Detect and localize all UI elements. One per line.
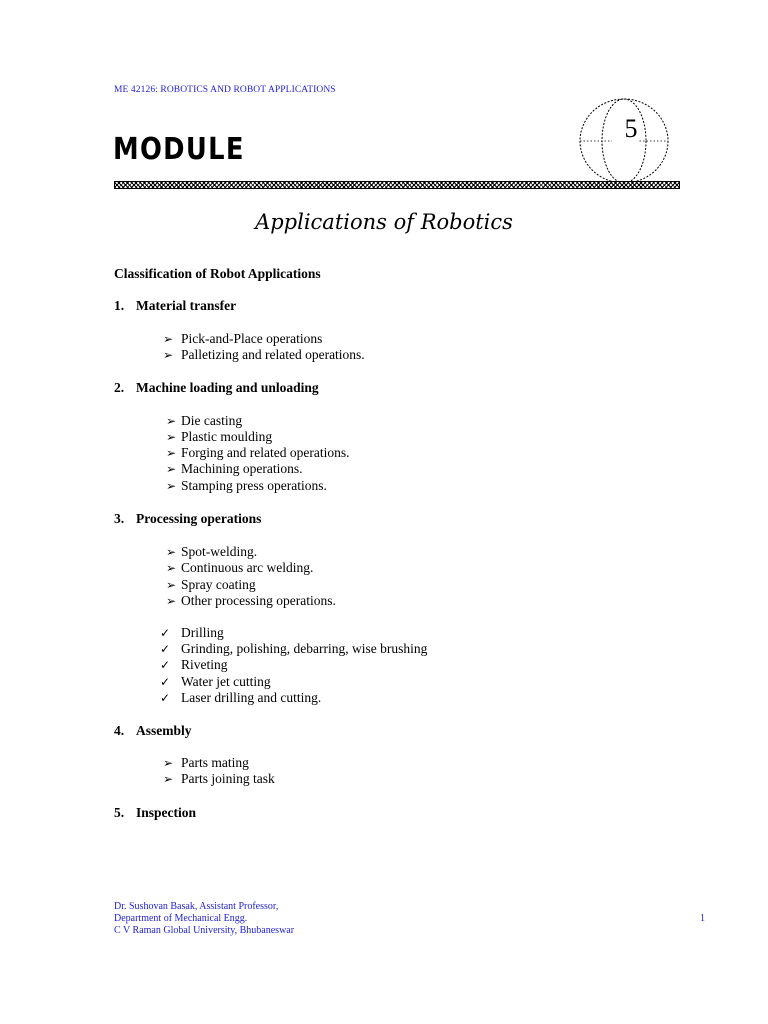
arrow-bullet-icon: ➢ [166,545,177,559]
arrow-bullet-icon: ➢ [166,430,177,444]
list-item [166,461,302,477]
decorative-divider [114,181,680,189]
check-icon: ✓ [160,642,171,656]
footer-line: Department of Mechanical Engg. [114,913,248,924]
list-item-text: Plastic moulding [181,429,273,444]
section-title: Material transfer [136,298,237,313]
section-number: 4. [114,723,125,738]
list-item-text: Pick-and-Place operations [181,331,323,346]
list-item [166,413,242,429]
check-icon: ✓ [160,675,171,689]
list-item-text: Parts mating [181,755,249,770]
list-item-text: Machining operations. [181,461,303,476]
section-number: 2. [114,380,125,395]
list-item [163,755,249,771]
arrow-bullet-icon: ➢ [163,772,174,786]
check-list-item [160,641,427,657]
section-number: 5. [114,805,125,820]
check-list-item [160,674,271,690]
check-icon: ✓ [160,658,171,672]
list-item-text: Other processing operations. [181,593,336,608]
section-heading [114,511,261,527]
section-title: Inspection [136,805,197,820]
section-title: Assembly [136,723,192,738]
list-item-text: Stamping press operations. [181,478,327,493]
list-item [163,347,365,363]
arrow-bullet-icon: ➢ [166,462,177,476]
list-item-text: Spray coating [181,577,256,592]
footer-author [114,901,294,937]
list-item [166,478,327,494]
arrow-bullet-icon: ➢ [166,446,177,460]
list-item-text: Forging and related operations. [181,445,350,460]
list-item [163,771,275,787]
list-item-text: Palletizing and related operations. [181,347,365,362]
list-item-text: Water jet cutting [181,674,271,689]
section-number: 1. [114,298,125,313]
list-item [166,560,313,576]
section-title: Processing operations [136,511,262,526]
list-item [166,593,336,609]
list-item-text: Grinding, polishing, debarring, wise brushing [181,641,428,656]
check-list-item [160,690,321,706]
arrow-bullet-icon: ➢ [163,756,174,770]
arrow-bullet-icon: ➢ [166,479,177,493]
arrow-bullet-icon: ➢ [166,561,177,575]
module-badge [576,96,672,186]
list-item-text: Drilling [181,625,224,640]
list-item [166,577,256,593]
arrow-bullet-icon: ➢ [166,578,177,592]
module-title: MODULE [113,132,245,167]
course-header: ME 42126: ROBOTICS AND ROBOT APPLICATIONS [114,85,336,95]
arrow-bullet-icon: ➢ [163,332,174,346]
section-number: 3. [114,511,125,526]
check-icon: ✓ [160,626,171,640]
list-item-text: Laser drilling and cutting. [181,690,322,705]
page-number: 1 [700,913,705,924]
list-item [163,331,322,347]
list-item [166,445,349,461]
section-heading [114,380,319,396]
arrow-bullet-icon: ➢ [163,348,174,362]
section-heading [114,805,196,821]
section-heading [114,723,192,739]
list-item-text: Riveting [181,657,228,672]
arrow-bullet-icon: ➢ [166,594,177,608]
list-item-text: Continuous arc welding. [181,560,314,575]
module-number: 5 [624,114,638,143]
list-item [166,544,257,560]
classification-heading: Classification of Robot Applications [114,266,321,281]
arrow-bullet-icon: ➢ [166,414,177,428]
check-list-item [160,657,228,673]
page-title: Applications of Robotics [255,210,513,234]
check-list-item [160,625,224,641]
section-title: Machine loading and unloading [136,380,319,395]
footer-line: C V Raman Global University, Bhubaneswar [114,925,295,936]
list-item [166,429,272,445]
list-item-text: Parts joining task [181,771,275,786]
footer-line: Dr. Sushovan Basak, Assistant Professor, [114,901,279,912]
list-item-text: Die casting [181,413,243,428]
check-icon: ✓ [160,691,171,705]
section-heading [114,298,236,314]
list-item-text: Spot-welding. [181,544,258,559]
